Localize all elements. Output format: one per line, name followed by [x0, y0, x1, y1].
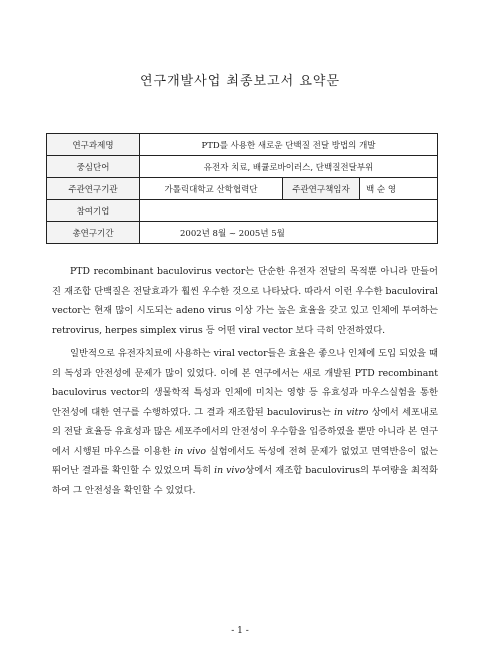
text-span: 실험에서도 독성에 전혀 문제가 없었고 면역반응이 없는 뛰어난 결과를 확인할 수 있었으며 특히: [52, 445, 438, 476]
italic-term: in vivo: [214, 465, 246, 476]
text-span: 상에서 재조합 baculovirus의 투여량을 최적화하여 그 안전성을 확인할 수 있었다.: [52, 465, 438, 496]
institution-label: 주관연구기관: [47, 178, 140, 200]
italic-term: in vivo: [174, 445, 206, 457]
participating-company-value: [140, 200, 438, 222]
text-span: 일반적으로 유전자치료에 사용하는 viral vector들은 효율은 좋으나 인체에 도입 되었을 때의 독성과 안전성에 문제가 많이 있었다. 이에 본 연구에서는 새로 개발된 PTD recombinant baculovirus vector의 생물학적 특성과 인체에 미치는 영향 등 유효성과 마우스실험을 통한 안전성에 대한 연구를 수행하였다. 그 결과 재조합된 baculovirus는: [52, 348, 438, 418]
research-period-label: 총연구기간: [47, 222, 140, 244]
research-period-value: 2002년 8월 ~ 2005년 5월: [140, 222, 438, 244]
table-row: [47, 156, 438, 178]
summary-table: [46, 133, 438, 244]
page-number: - 1 -: [231, 626, 249, 636]
project-name-label: 연구과제명: [47, 134, 140, 156]
italic-term: in vitro: [334, 406, 369, 418]
table-row: [47, 222, 438, 244]
project-name-value: PTD를 사용한 새로운 단백질 전달 방법의 개발: [140, 134, 438, 156]
document-title: 연구개발사업 최종보고서 요약문: [139, 74, 341, 89]
text-span: 상에서 세포내로의 전달 효율등 유효성과 많은 세포주에서의 안전성이 우수함을 입증하였을 뿐만 아니라 본 연구에서 시행된 마우스를 이용한: [52, 406, 438, 457]
table-row: [47, 178, 438, 200]
paragraph-1: PTD recombinant baculovirus vector는 단순한 유전자 전달의 목적뿐 아니라 만들어진 재조합 단백질은 전달효과가 훨씬 우수한 것으로 나타났다. 따라서 이런 우수한 baculoviral vector는 현재 많이 시도되는 adeno virus 이상 가는 높은 효율을 갖고 있고 인체에 투여하는 retrovirus, herpes simplex virus 등 어떤 viral vector 보다 극히 안전하였다.: [52, 266, 438, 336]
keywords-value: 유전자 치료, 배큘로바이러스, 단백질전달부위: [140, 156, 438, 178]
table-row: [47, 200, 438, 222]
paragraph-2: [52, 344, 438, 500]
table-row: [47, 134, 438, 156]
participating-company-label: 참여기업: [47, 200, 140, 222]
summary-body: [52, 262, 438, 504]
pi-value: 백 순 영: [360, 178, 438, 200]
pi-label: 주관연구책임자: [283, 178, 360, 200]
keywords-label: 중심단어: [47, 156, 140, 178]
institution-value: 가톨릭대학교 산학협력단: [140, 178, 283, 200]
